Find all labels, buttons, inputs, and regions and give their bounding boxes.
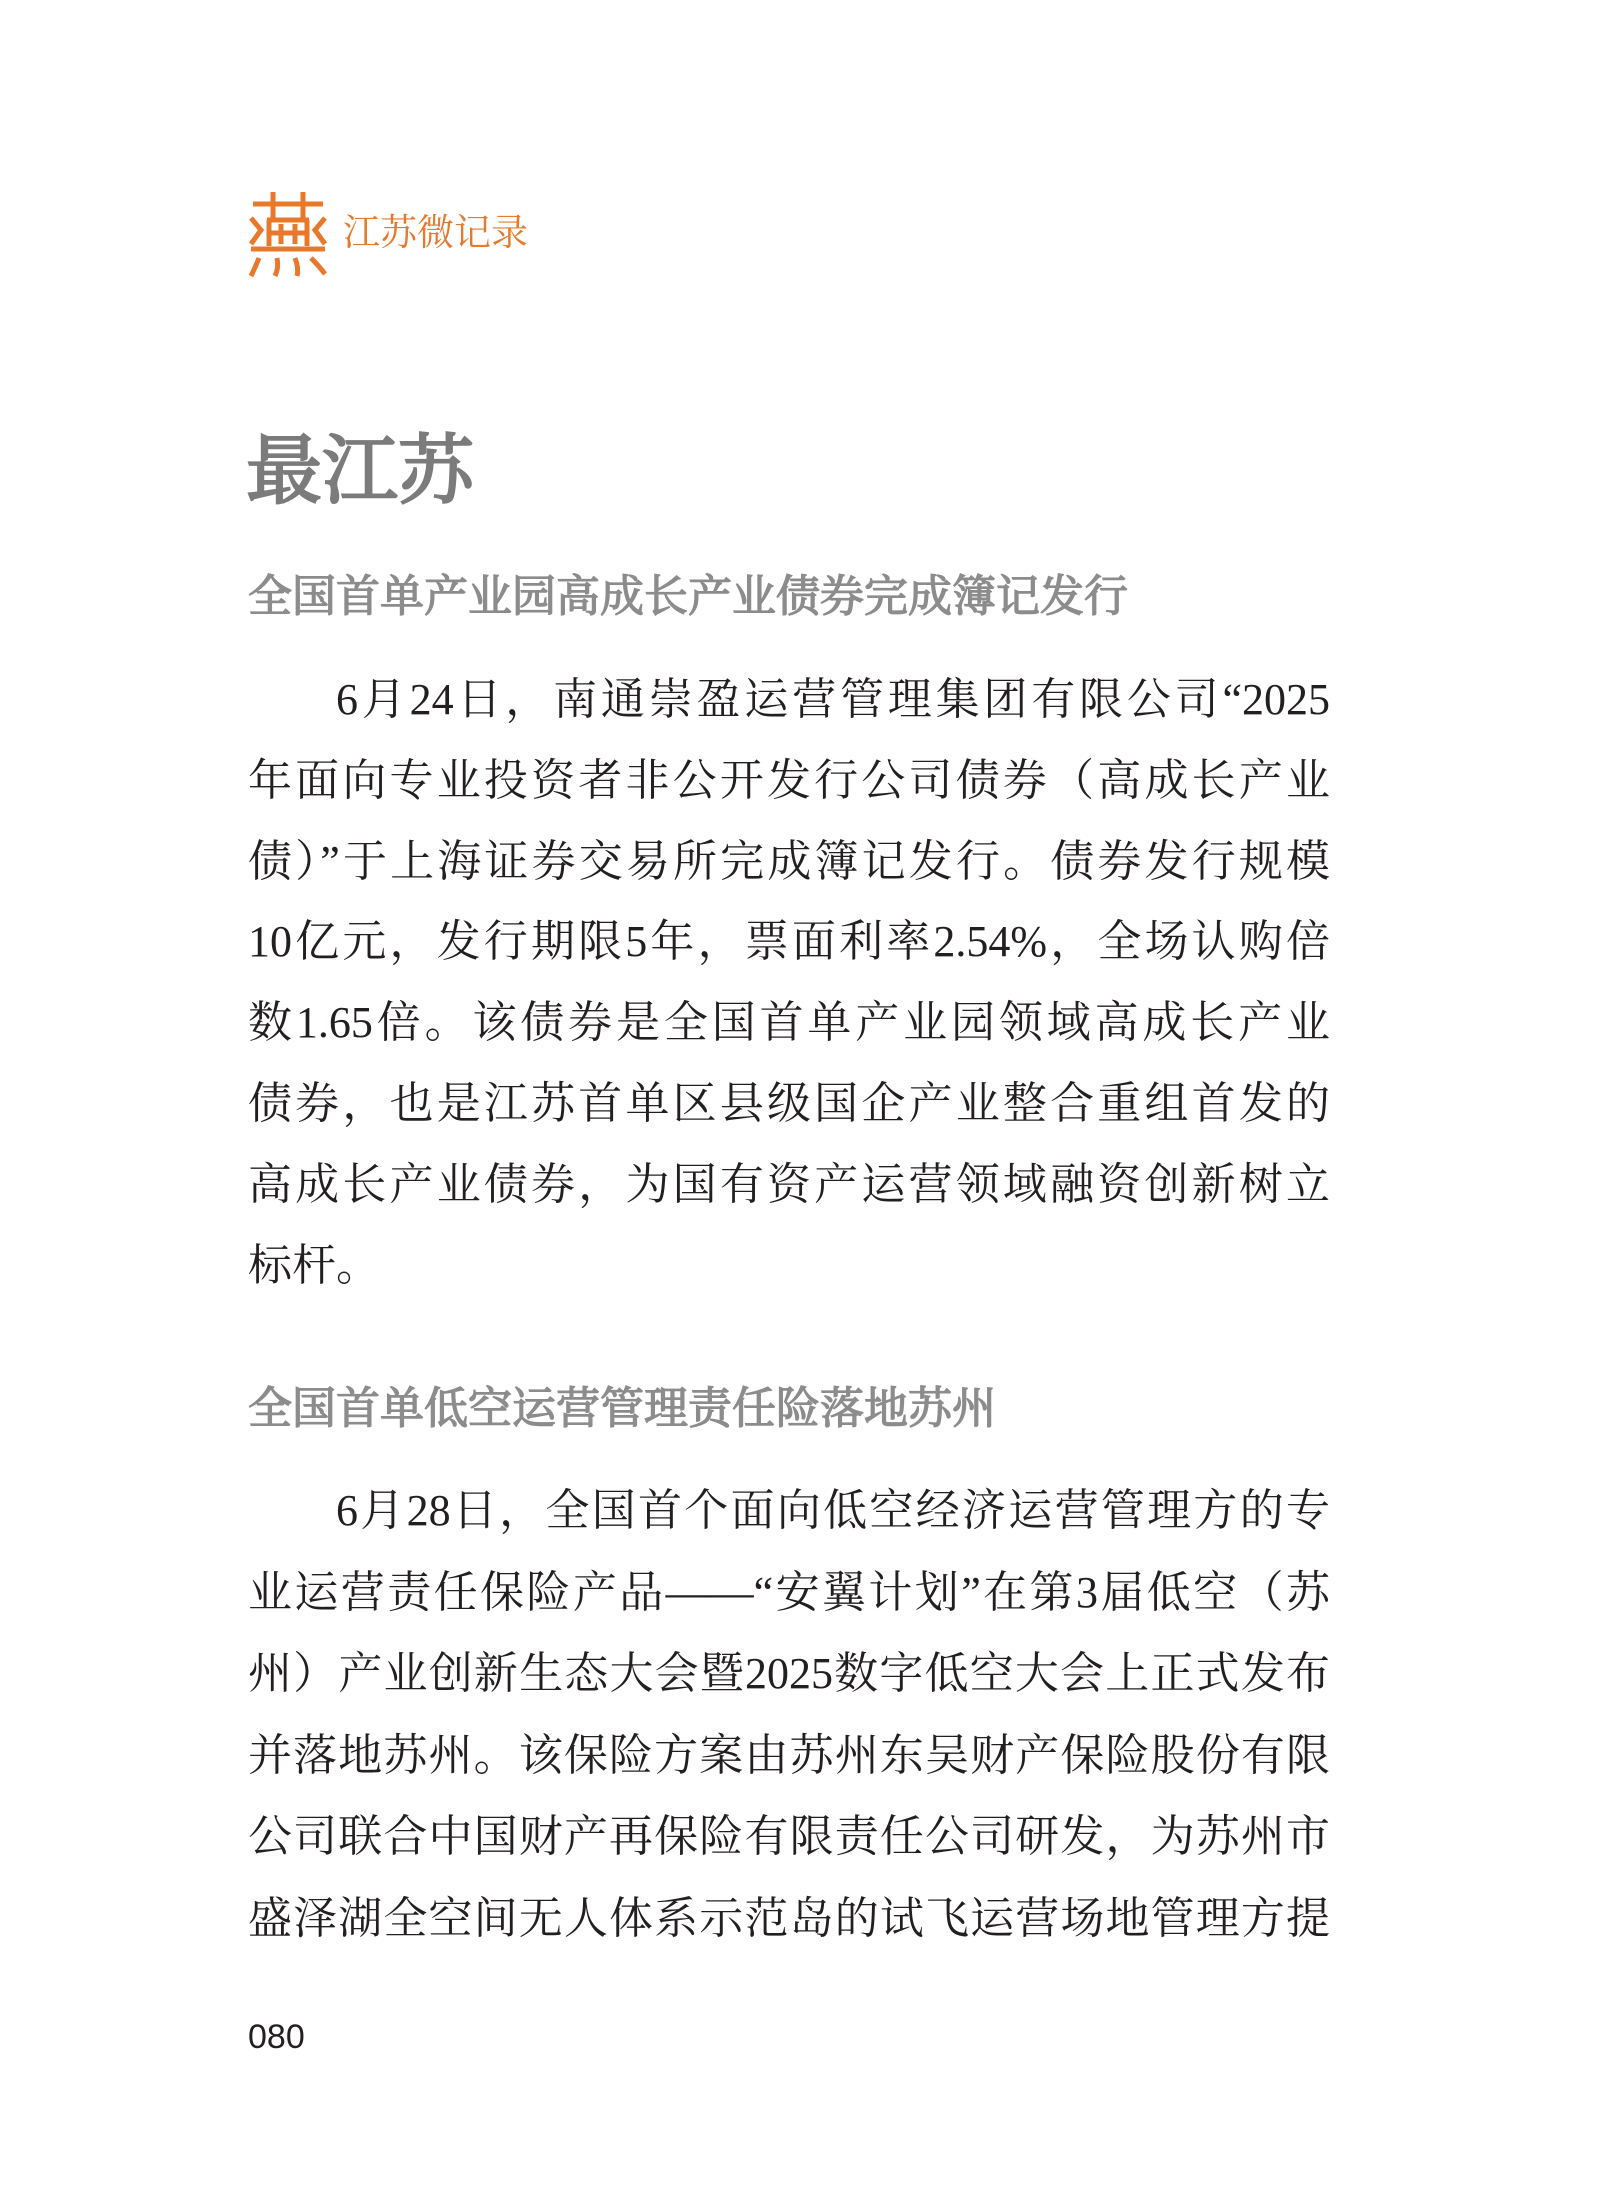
article-paragraph (248, 1470, 1330, 1959)
paragraph-line: 年面向专业投资者非公开发行公司债券（高成长产业 (248, 755, 1330, 805)
paragraph-line: 6月24日，南通崇盈运营管理集团有限公司“2025 (336, 675, 1330, 724)
section-title: 最江苏 (246, 426, 474, 515)
paragraph-line: 6月28日，全国首个面向低空经济运营管理方的专 (336, 1486, 1330, 1535)
paragraph-line: 10亿元，发行期限5年，票面利率2.54%，全场认购倍 (248, 917, 1330, 967)
article-heading: 全国首单低空运营管理责任险落地苏州 (248, 1383, 996, 1434)
paragraph-line: 州）产业创新生态大会暨2025数字低空大会上正式发布 (248, 1649, 1330, 1698)
brand-label: 江苏微记录 (343, 211, 528, 254)
article-paragraph (248, 660, 1330, 1306)
paragraph-line: 高成长产业债券，为国有资产运营领域融资创新树立 (248, 1159, 1330, 1209)
emblem-icon (247, 190, 329, 278)
paragraph-line: 标杆。 (248, 1240, 380, 1290)
article-heading: 全国首单产业园高成长产业债券完成簿记发行 (248, 571, 1128, 622)
paragraph-line: 公司联合中国财产再保险有限责任公司研发，为苏州市 (248, 1812, 1330, 1861)
page-number: 080 (248, 2018, 305, 2056)
paragraph-line: 债）”于上海证券交易所完成簿记发行。债券发行规模 (248, 836, 1330, 886)
paragraph-line: 债券，也是江苏首单区县级国企产业整合重组首发的 (248, 1078, 1330, 1128)
paragraph-line: 并落地苏州。该保险方案由苏州东吴财产保险股份有限 (248, 1730, 1330, 1780)
paragraph-line: 盛泽湖全空间无人体系示范岛的试飞运营场地管理方提 (248, 1893, 1330, 1943)
paragraph-line: 业运营责任保险产品——“安翼计划”在第3届低空（苏 (248, 1567, 1330, 1617)
paragraph-line: 数1.65倍。该债券是全国首单产业园领域高成长产业 (248, 998, 1330, 1048)
